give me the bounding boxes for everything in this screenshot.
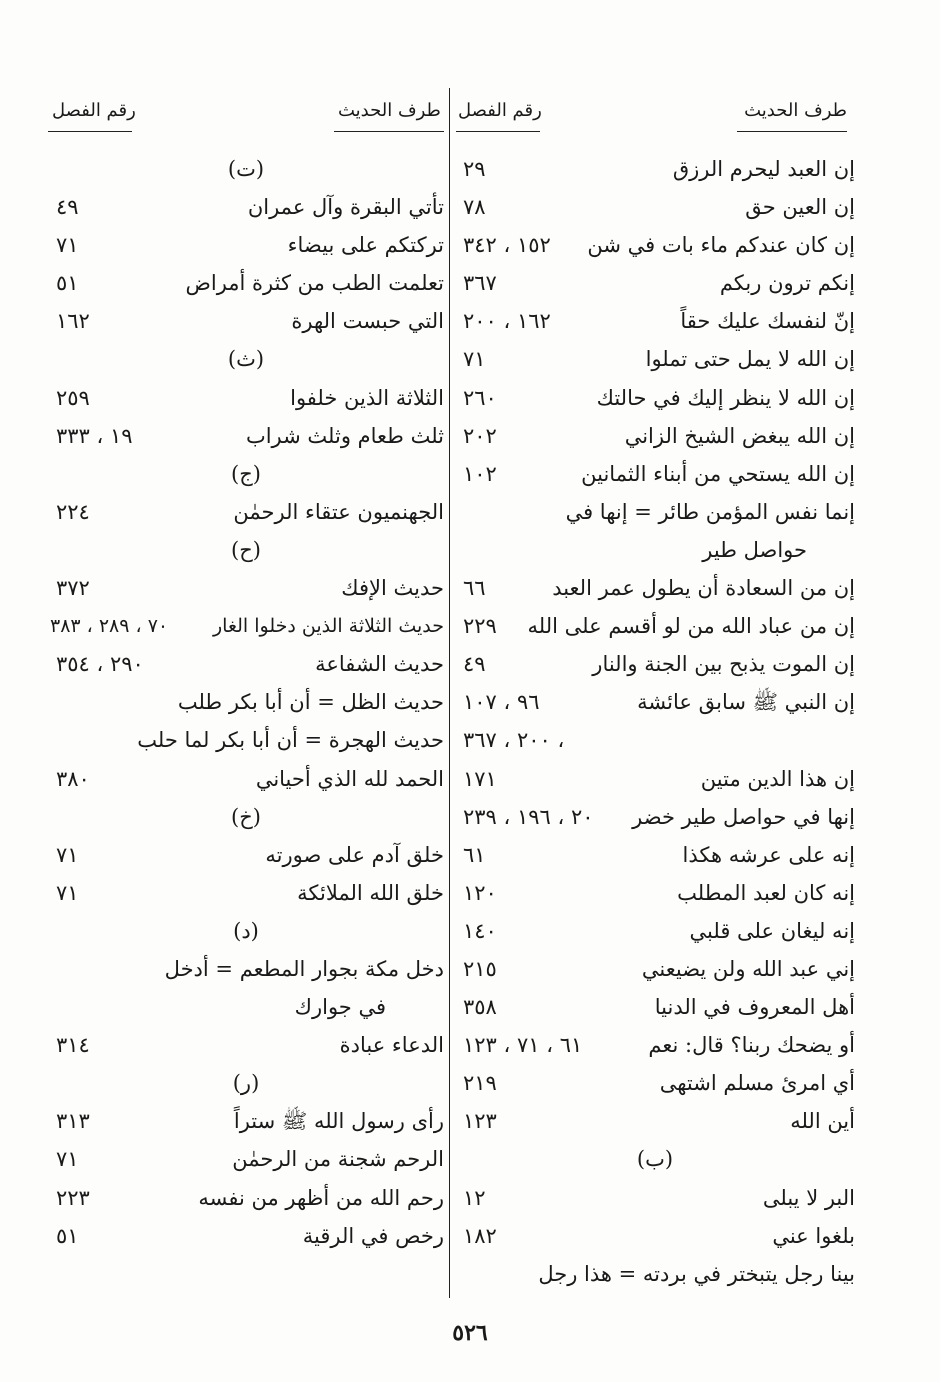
index-entry: رخص في الرقية ٥١ [56,1223,444,1248]
index-entry: أهل المعروف في الدنيا ٣٥٨ [463,995,855,1020]
section-letter: (خ) [231,804,261,829]
index-entry: أي امرئ مسلم اشتهى ٢١٩ [463,1071,855,1096]
section-letter: (ث) [227,347,265,372]
index-entry: إن من عباد الله من لو أقسم على الله ٢٢٩ [463,614,855,639]
index-entry: أين الله ١٢٣ [463,1109,855,1134]
index-entry-continuation: حواصل طير [702,537,807,562]
index-entry: إن العبد ليحرم الرزق ٢٩ [463,157,855,181]
right-column [455,150,855,1293]
index-entry: البر لا يبلى ١٢ [463,1185,855,1210]
index-entry: تركتكم على بيضاء ٧١ [56,233,444,258]
index-entry: إنكم ترون ربكم ٣٦٧ [463,271,855,296]
section-letter: (ج) [231,461,261,486]
left-ref-header: رقم الفصل [52,100,136,121]
section-letter: (ب) [636,1147,674,1172]
right-term-header: طرف الحديث [744,100,847,121]
index-entry: إن الله يبغض الشيخ الزاني ٢٠٢ [463,423,855,448]
index-entry: رأى رسول الله ﷺ ستراً ٣١٣ [56,1109,444,1134]
index-entry: التي حبست الهرة ١٦٢ [56,309,444,334]
index-entry: تأتي البقرة وآل عمران ٤٩ [56,195,444,220]
index-entry: إنّ لنفسك عليك حقاً ١٦٢ ، ٢٠٠ [463,309,855,334]
index-entry: إن الموت يذبح بين الجنة والنار ٤٩ [463,652,855,677]
index-entry: خلق الله الملائكة ٧١ [56,880,444,905]
index-entry: إن الله يستحي من أبناء الثمانين ١٠٢ [463,461,855,486]
index-entry: إنه ليغان على قلبي ١٤٠ [463,918,855,943]
index-entry: إنه كان لعبد المطلب ١٢٠ [463,880,855,905]
index-entry: إنما نفس المؤمن طائر = إنها في [565,499,855,524]
right-ref-underline [456,131,540,132]
left-ref-underline [48,131,132,132]
left-term-header: طرف الحديث [338,100,441,121]
index-entry: حديث الشفاعة ٢٩٠ ، ٣٥٤ [56,652,444,677]
column-divider [449,88,450,1298]
index-entry: إن النبي ﷺ سابق عائشة ٩٦ ، ١٠٧ [463,690,855,715]
page-number: ٥٢٦ [452,1320,488,1346]
index-entry: إنه على عرشه هكذا ٦١ [463,842,855,867]
index-entry: خلق آدم على صورته ٧١ [56,842,444,867]
index-entry: أو يضحك ربنا؟ قال: نعم ٦١ ، ٧١ ، ١٢٣ [463,1033,855,1058]
index-entry: رحم الله من أظهر من نفسه ٢٢٣ [56,1185,444,1210]
index-entry: بينا رجل يتبختر في بردته = هذا رجل [538,1261,855,1286]
index-entry: إن الله لا ينظر إليك في حالتك ٢٦٠ [463,385,855,410]
index-entry: الحمد لله الذي أحياني ٣٨٠ [56,766,444,791]
section-letter: (د) [233,918,259,943]
index-entry: الجهنميون عتقاء الرحمٰن ٢٢٤ [56,499,444,524]
right-ref-header: رقم الفصل [458,100,542,121]
index-entry: الثلاثة الذين خلفوا ٢٥٩ [56,385,444,410]
index-entry-continuation: في جوارك [294,995,386,1020]
index-entry: الرحم شجنة من الرحمٰن ٧١ [56,1147,444,1172]
index-entry: إن من السعادة أن يطول عمر العبد ٦٦ [463,576,855,601]
section-letter: (ح) [231,537,261,562]
index-entry: حديث الهجرة = أن أبا بكر لما حلب [137,728,444,753]
index-entry: إنها في حواصل طير خضر ٢٠ ، ١٩٦ ، ٢٣٩ [463,804,855,829]
index-entry: إن هذا الدين متين ١٧١ [463,766,855,791]
section-letter: (ر) [232,1071,260,1096]
index-entry-continuation: ، ٢٠٠ ، ٣٦٧ [463,728,565,753]
index-entry: بلغوا عني ١٨٢ [463,1223,855,1248]
index-entry: إن كان عندكم ماء بات في شن ١٥٢ ، ٣٤٢ [463,233,855,258]
index-entry: ثلث طعام وثلث شراب ١٩ ، ٣٣٣ [56,423,444,448]
index-entry: حديث الثلاثة الذين دخلوا الغار ٧٠ ، ٢٨٩ ، ٣٨٣ [50,615,444,638]
index-entry: إن الله لا يمل حتى تملوا ٧١ [463,347,855,372]
section-letter: (ت) [227,157,265,181]
index-entry: الدعاء عبادة ٣١٤ [56,1033,444,1058]
index-entry: إني عبد الله ولن يضيعني ٢١٥ [463,956,855,981]
index-entry: حديث الإفك ٣٧٢ [56,576,444,601]
index-entry: دخل مكة بجوار المطعم = أدخل [164,956,444,981]
left-term-underline [334,131,444,132]
left-column [48,150,444,1255]
index-entry: حديث الظل = أن أبا بكر طلب [177,690,444,715]
index-entry: تعلمت الطب من كثرة أمراض ٥١ [56,271,444,296]
right-term-underline [737,131,847,132]
index-entry: إن العين حق ٧٨ [463,195,855,220]
